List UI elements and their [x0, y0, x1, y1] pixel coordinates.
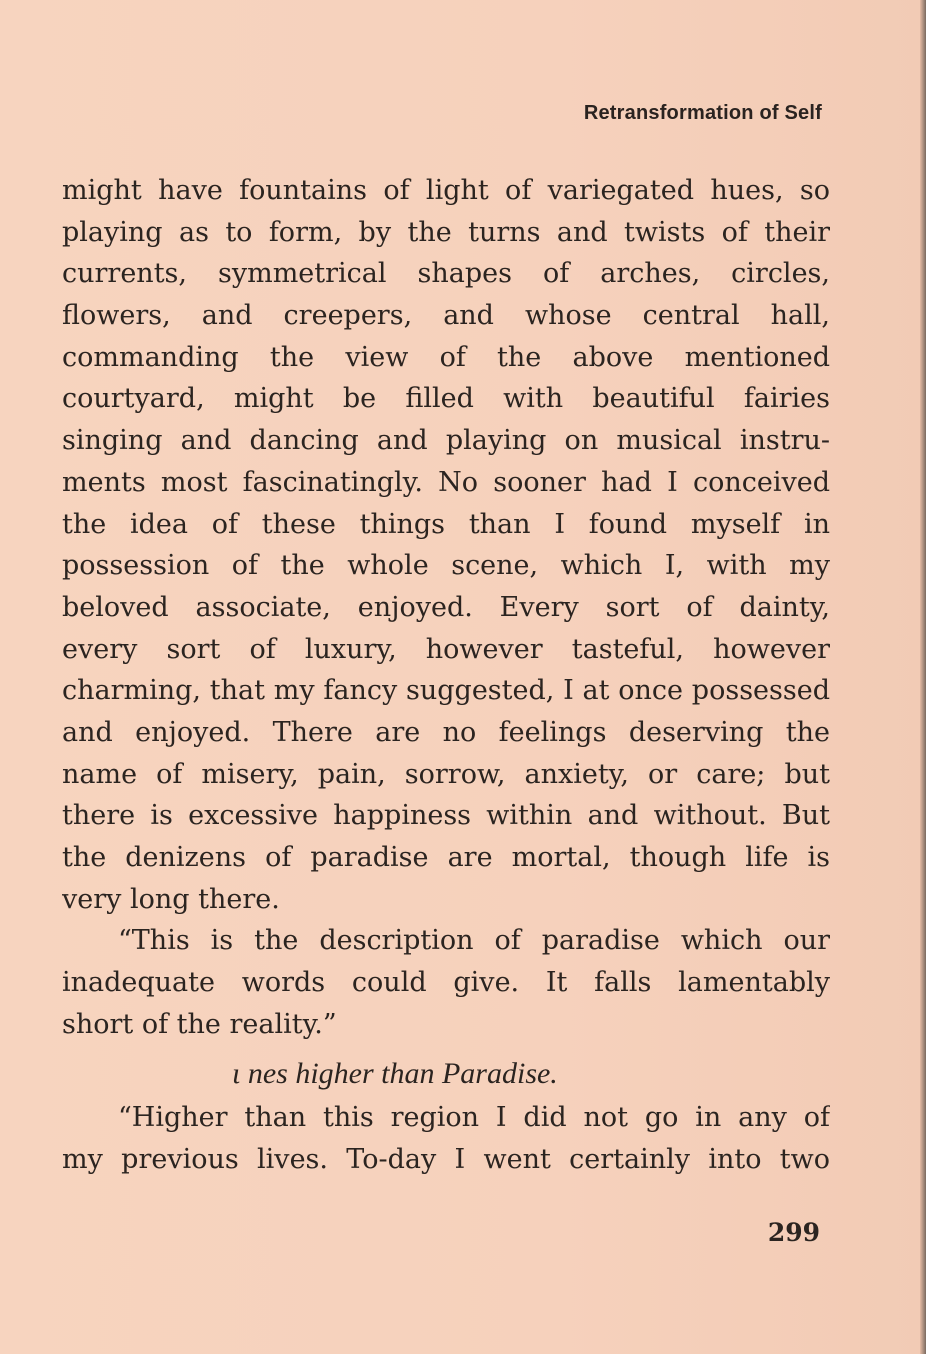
running-head: Retransformation of Self	[583, 102, 822, 124]
body-text	[62, 170, 830, 1181]
text-line: my previous lives. To-day I went certainly into two	[62, 1144, 830, 1176]
text-line: the denizens of paradise are mortal, though life is	[62, 842, 830, 873]
text-line: and enjoyed. There are no feelings deserving the	[62, 716, 830, 748]
text-line: currents, symmetrical shapes of arches, circles,	[62, 258, 830, 290]
text-line: charming, that my fancy suggested, I at once possessed	[62, 675, 830, 707]
text-line: name of misery, pain, sorrow, anxiety, or care; but	[62, 758, 830, 790]
section-subheading: ι nes higher than Paradise.	[232, 1057, 558, 1091]
text-line: commanding the view of the above mentioned	[62, 341, 830, 373]
paragraph-1	[62, 170, 830, 920]
text-line: might have fountains of light of variegated hues, so	[62, 175, 830, 206]
page-number: 299	[767, 1218, 820, 1247]
text-line: singing and dancing and playing on musical instru-	[62, 425, 830, 457]
text-line: beloved associate, enjoyed. Every sort of dainty,	[62, 591, 830, 623]
text-line: flowers, and creepers, and whose central hall,	[62, 300, 830, 332]
text-line: “Higher than this region I did not go in any of	[118, 1102, 830, 1134]
text-line: the idea of these things than I found myself in	[62, 508, 830, 540]
text-line: courtyard, might be filled with beautiful fairies	[62, 383, 830, 415]
text-line: every sort of luxury, however tasteful, however	[62, 633, 830, 665]
text-line: inadequate words could give. It falls lamentably	[62, 967, 830, 999]
text-line: playing as to form, by the turns and twists of their	[62, 216, 830, 248]
text-line: there is excessive happiness within and without. But	[62, 800, 830, 832]
paragraph-2	[62, 920, 830, 1045]
text-line: “This is the description of paradise which our	[118, 925, 830, 957]
text-line: possession of the whole scene, which I, with my	[62, 550, 830, 582]
paragraph-3	[62, 1097, 830, 1180]
text-line: very long there.	[62, 883, 280, 915]
page-edge	[920, 0, 926, 1354]
text-line: short of the reality.”	[62, 1008, 337, 1040]
text-line: ments most fascinatingly. No sooner had I conceived	[62, 466, 830, 498]
